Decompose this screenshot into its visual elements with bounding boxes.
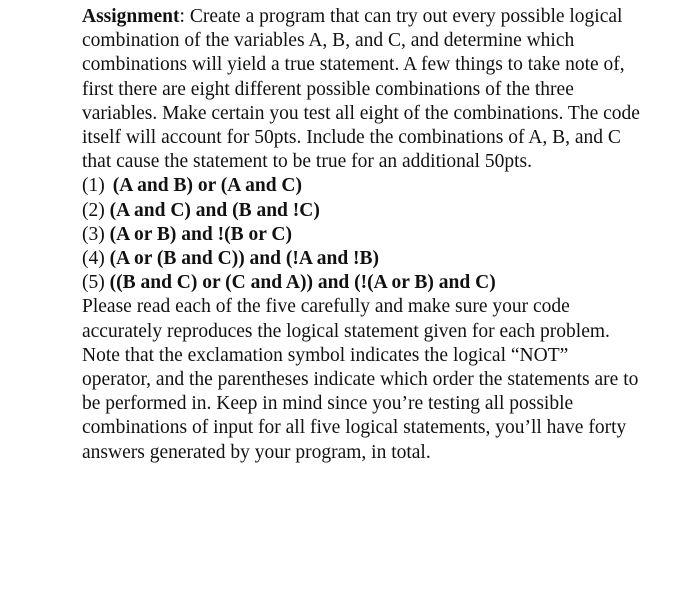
statement-number: (1): [82, 175, 105, 197]
assignment-colon: :: [179, 6, 185, 27]
statement-number: (4): [82, 248, 105, 270]
assignment-label: Assignment: [82, 6, 180, 27]
statement-expression: (A and B) or (A and C): [112, 175, 303, 197]
statement-expression: (A or (B and C)) and (!A and !B): [109, 248, 380, 270]
statement-number: (5): [82, 272, 105, 294]
statement-item: [82, 199, 642, 223]
statement-expression: (A or B) and !(B or C): [109, 223, 292, 245]
assignment-document: [82, 5, 642, 465]
assignment-intro: [82, 5, 642, 174]
closing-paragraph: Please read each of the five carefully and make sure your code accurately reproduces the logical statement given for each problem. Note that the exclamation symbol indicates the logical “NOT” operator, and the parentheses indicate which order the statements are to be performed in. Keep in mind since you’re testing all possible combinations of input for all five logical statements, you’ll have forty answers generated by your program, in total.: [82, 296, 639, 463]
statement-number: (2): [82, 199, 105, 221]
statement-item: [82, 223, 642, 247]
statement-item: [82, 247, 642, 271]
statement-expression: (A and C) and (B and !C): [109, 199, 320, 221]
statement-expression: ((B and C) or (C and A)) and (!(A or B) and C): [109, 272, 496, 294]
statement-number: (3): [82, 223, 105, 245]
statement-item: [82, 174, 642, 198]
statement-list: [82, 174, 642, 295]
statement-item: [82, 271, 642, 295]
assignment-intro-text: Create a program that can try out every possible logical combination of the variables A, B, and C, and determine which combinations will yield a true statement. A few things to take note of, first there are eight different possible combinations of the three variables. Make certain you test all eight of the combinations. The code itself will account for 50pts. Include the combinations of A, B, and C that cause the statement to be true for an additional 50pts.: [82, 6, 640, 173]
